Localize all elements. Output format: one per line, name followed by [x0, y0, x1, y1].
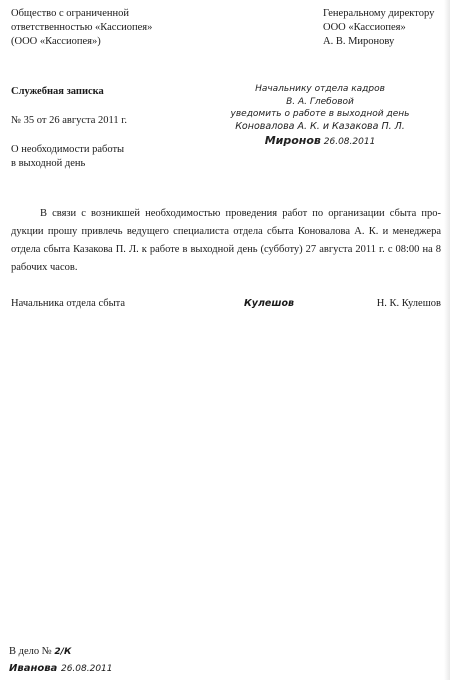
filing-note-line	[9, 645, 71, 659]
memo-body-paragraph: В связи с возникшей необходимостью проведения работ по организации сбыта продукции прошу привлечь ведущего специалиста отдела сбыта Коновалова А. К. и менеджера отдела сбыта Казакова П. Л. к работе в выходной день (субботу) 27 августа 2011 г. с 08:00 на 8 рабочих часов.	[11, 208, 441, 273]
sender-line: ответственностью «Кассиопея»	[11, 22, 153, 33]
resolution-signature-line	[220, 133, 420, 150]
filing-number: 2/К	[54, 647, 72, 657]
document-number-date: № 35 от 26 августа 2011 г.	[11, 115, 128, 126]
filing-date: 26.08.2011	[60, 664, 113, 674]
resolution-line: уведомить о работе в выходной день	[230, 109, 410, 119]
addressee-block	[323, 7, 434, 49]
signatory-name: Н. К. Кулешов	[376, 298, 441, 309]
subject-line: в выходной день	[11, 158, 86, 169]
resolution-signature-name: Миронов	[264, 134, 321, 147]
addressee-line: ООО «Кассиопея»	[323, 22, 406, 33]
sender-line: (ООО «Кассиопея»)	[11, 36, 101, 47]
signatory-position: Начальника отдела сбыта	[11, 298, 126, 309]
addressee-line: А. В. Миронову	[323, 36, 395, 47]
resolution-line: В. А. Глебовой	[286, 96, 354, 107]
filing-signature-line	[9, 661, 113, 676]
resolution-line: Коновалова А. К. и Казакова П. Л.	[235, 120, 405, 132]
signatory-signature: Кулешов	[244, 298, 294, 309]
subject-line: О необходимости работы	[11, 144, 125, 155]
sender-block	[11, 7, 152, 49]
addressee-line: Генеральному директору	[323, 8, 435, 19]
filing-name: Иванова	[9, 663, 58, 674]
scan-shadow-edge	[444, 0, 450, 680]
sender-line: Общество с ограниченной	[11, 8, 129, 19]
resolution-line: Начальнику отдела кадров	[255, 84, 385, 94]
subject-block	[11, 143, 124, 171]
filing-label: В дело №	[9, 646, 52, 657]
resolution-block	[220, 83, 420, 150]
resolution-signature-date: 26.08.2011	[323, 137, 376, 147]
document-type-heading: Служебная записка	[11, 86, 104, 97]
